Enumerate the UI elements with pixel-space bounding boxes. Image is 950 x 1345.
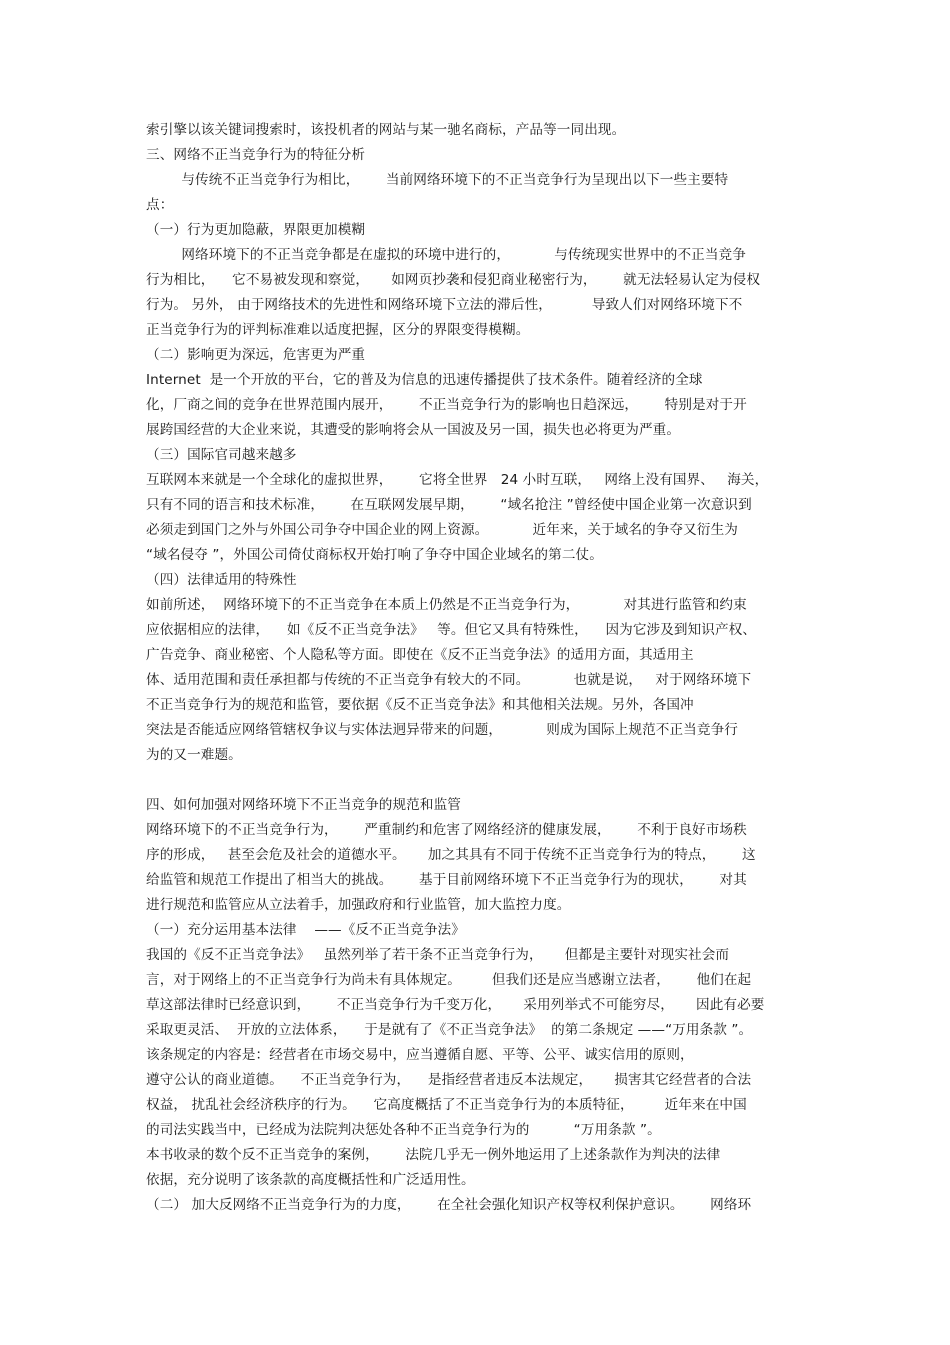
text-line: 本书收录的数个反不正当竞争的案例， 法院几乎无一例外地运用了上述条款作为判决的法律	[146, 1147, 721, 1163]
text-line: 展跨国经营的大企业来说，其遭受的影响将会从一国波及另一国，损失也必将更为严重。	[146, 422, 681, 438]
text-line: 该条规定的内容是：经营者在市场交易中，应当遵循自愿、平等、公平、诚实信用的原则，	[146, 1047, 694, 1063]
text-line: 给监管和规范工作提出了相当大的挑战。 基于目前网络环境下不正当竞争行为的现状， 对其	[146, 872, 747, 888]
subsection-heading: （三）国际官司越来越多	[146, 447, 297, 463]
text-line: 遵守公认的商业道德。 不正当竞争行为， 是指经营者违反本法规定， 损害其它经营者的合法	[146, 1072, 752, 1088]
section-heading: 四、如何加强对网络环境下不正当竞争的规范和监管	[146, 797, 461, 813]
text-line: 网络环境下的不正当竞争都是在虚拟的环境中进行的， 与传统现实世界中的不正当竞争	[146, 247, 746, 263]
text-line: 点：	[146, 197, 174, 213]
text-line: 不正当竞争行为的规范和监管，要依据《反不正当竞争法》和其他相关法规。另外，各国冲	[146, 697, 694, 713]
text-line: 草这部法律时已经意识到， 不正当竞争行为千变万化， 采用列举式不可能穷尽， 因此有必要	[146, 997, 765, 1013]
text-line: 只有不同的语言和技术标准， 在互联网发展早期， “域名抢注 ”曾经使中国企业第一次意识到	[146, 497, 752, 513]
text-line: Internet 是一个开放的平台，它的普及为信息的迅速传播提供了技术条件。随着经济的全球	[146, 372, 703, 388]
text-line: 体、适用范围和责任承担都与传统的不正当竞争有较大的不同。 也就是说， 对于网络环境下	[146, 672, 752, 688]
text-line: 我国的《反不正当竞争法》 虽然列举了若干条不正当竞争行为， 但都是主要针对现实社会而	[146, 947, 730, 963]
text-line: 如前所述， 网络环境下的不正当竞争在本质上仍然是不正当竞争行为， 对其进行监管和约束	[146, 597, 747, 613]
subsection-heading: （二） 加大反网络不正当竞争行为的力度， 在全社会强化知识产权等权利保护意识。 网络环	[146, 1197, 752, 1213]
subsection-heading: （一）行为更加隐蔽，界限更加模糊	[146, 222, 366, 238]
text-line: 依据，充分说明了该条款的高度概括性和广泛适用性。	[146, 1172, 475, 1188]
text-line: 必须走到国门之外与外国公司争夺中国企业的网上资源。 近年来，关于域名的争夺又衍生为	[146, 522, 738, 538]
text-line: 互联网本来就是一个全球化的虚拟世界， 它将全世界 24 小时互联， 网络上没有国界、 海关，	[146, 472, 769, 488]
text-line: 广告竞争、商业秘密、个人隐私等方面。即使在《反不正当竞争法》的适用方面，其适用主	[146, 647, 694, 663]
text-line: 采取更灵活、 开放的立法体系， 于是就有了《不正当竞争法》 的第二条规定 ——“万用条款 ”。	[146, 1022, 753, 1038]
text-line: 进行规范和监管应从立法着手，加强政府和行业监管，加大监控力度。	[146, 897, 571, 913]
text-line: 的司法实践当中，已经成为法院判决惩处各种不正当竞争行为的 “万用条款 ”。	[146, 1122, 661, 1138]
text-line: 行为。 另外， 由于网络技术的先进性和网络环境下立法的滞后性， 导致人们对网络环境下不	[146, 297, 743, 313]
text-line: “域名侵夺 ”，外国公司倚仗商标权开始打响了争夺中国企业域名的第二仗。	[146, 547, 603, 563]
text-line: 行为相比， 它不易被发现和察觉， 如网页抄袭和侵犯商业秘密行为， 就无法轻易认定为侵权	[146, 272, 761, 288]
subsection-heading: （一）充分运用基本法律 ——《反不正当竞争法》	[146, 922, 465, 938]
subsection-heading: （二）影响更为深远，危害更为严重	[146, 347, 366, 363]
text-line: 为的又一难题。	[146, 747, 242, 763]
text-line: 索引擎以该关键词搜索时，该投机者的网站与某一驰名商标，产品等一同出现。	[146, 122, 626, 138]
text-line: 网络环境下的不正当竞争行为， 严重制约和危害了网络经济的健康发展， 不利于良好市场秩	[146, 822, 747, 838]
text-line: 权益， 扰乱社会经济秩序的行为。 它高度概括了不正当竞争行为的本质特征， 近年来在中国	[146, 1097, 747, 1113]
text-line: 突法是否能适应网络管辖权争议与实体法迥异带来的问题， 则成为国际上规范不正当竞争行	[146, 722, 738, 738]
section-heading: 三、网络不正当竞争行为的特征分析	[146, 147, 366, 163]
text-line: 序的形成， 甚至会危及社会的道德水平。 加之其具有不同于传统不正当竞争行为的特点， 这	[146, 847, 756, 863]
text-line: 与传统不正当竞争行为相比， 当前网络环境下的不正当竞争行为呈现出以下一些主要特	[146, 172, 729, 188]
text-line: 言，对于网络上的不正当竞争行为尚未有具体规定。 但我们还是应当感谢立法者， 他们在起	[146, 972, 752, 988]
subsection-heading: （四）法律适用的特殊性	[146, 572, 297, 588]
text-line: 正当竞争行为的评判标准难以适度把握，区分的界限变得模糊。	[146, 322, 530, 338]
text-line: 应依据相应的法律， 如《反不正当竞争法》 等。但它又具有特殊性， 因为它涉及到知识产权、	[146, 622, 757, 638]
text-line: 化，厂商之间的竞争在世界范围内展开， 不正当竞争行为的影响也日趋深远， 特别是对于开	[146, 397, 747, 413]
